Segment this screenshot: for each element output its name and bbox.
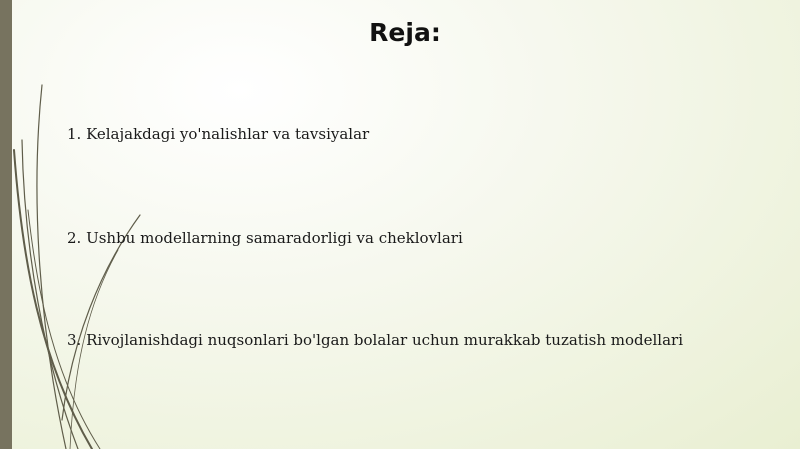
left-accent-bar bbox=[0, 0, 12, 449]
plan-item-2: 2. Ushbu modellarning samaradorligi va cheklovlari bbox=[67, 229, 463, 247]
decor-line-1 bbox=[14, 150, 92, 449]
plan-item-3: 3. Rivojlanishdagi nuqsonlari bo'lgan bolalar uchun murakkab tuzatish modellari bbox=[67, 331, 683, 349]
decor-line-2 bbox=[22, 140, 78, 449]
decor-line-6 bbox=[70, 250, 118, 449]
decor-line-3 bbox=[37, 85, 66, 449]
slide-title: Reja: bbox=[369, 18, 441, 47]
plan-item-1: 1. Kelajakdagi yo'nalishlar va tavsiyalar bbox=[67, 125, 370, 143]
